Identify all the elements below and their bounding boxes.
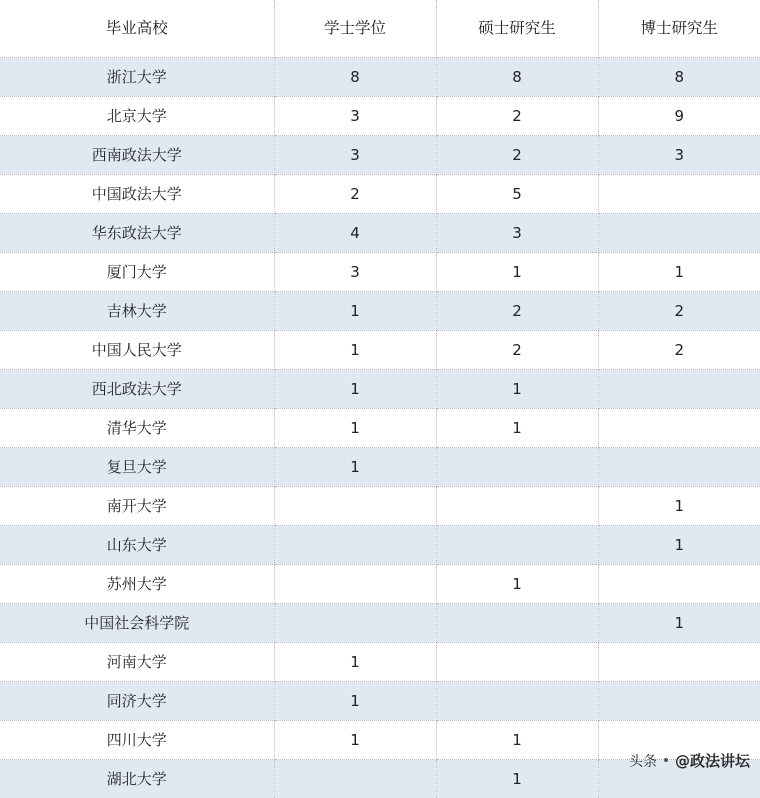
table-row xyxy=(0,526,760,565)
table-row xyxy=(0,292,760,331)
table-row xyxy=(0,214,760,253)
column-header-doctor: 博士研究生 xyxy=(598,0,760,58)
cell-master xyxy=(436,643,598,682)
cell-master xyxy=(436,448,598,487)
table-row xyxy=(0,58,760,97)
cell-bachelor: 3 xyxy=(274,136,436,175)
cell-doctor xyxy=(598,370,760,409)
table-row xyxy=(0,97,760,136)
cell-school: 苏州大学 xyxy=(0,565,274,604)
cell-doctor xyxy=(598,448,760,487)
cell-master: 1 xyxy=(436,409,598,448)
cell-bachelor: 1 xyxy=(274,370,436,409)
cell-bachelor: 2 xyxy=(274,175,436,214)
cell-bachelor: 1 xyxy=(274,721,436,760)
cell-master: 1 xyxy=(436,370,598,409)
cell-school: 厦门大学 xyxy=(0,253,274,292)
cell-doctor xyxy=(598,214,760,253)
cell-school: 中国社会科学院 xyxy=(0,604,274,643)
table-row xyxy=(0,487,760,526)
cell-master: 1 xyxy=(436,253,598,292)
cell-school: 四川大学 xyxy=(0,721,274,760)
cell-doctor xyxy=(598,175,760,214)
cell-bachelor xyxy=(274,487,436,526)
cell-doctor: 3 xyxy=(598,136,760,175)
table-row xyxy=(0,604,760,643)
cell-school: 湖北大学 xyxy=(0,760,274,798)
cell-school: 吉林大学 xyxy=(0,292,274,331)
table-header xyxy=(0,0,760,58)
cell-bachelor: 1 xyxy=(274,331,436,370)
table-row xyxy=(0,565,760,604)
table-row xyxy=(0,370,760,409)
cell-school: 南开大学 xyxy=(0,487,274,526)
cell-master: 8 xyxy=(436,58,598,97)
cell-doctor: 8 xyxy=(598,58,760,97)
cell-school: 华东政法大学 xyxy=(0,214,274,253)
cell-bachelor: 1 xyxy=(274,682,436,721)
cell-school: 西北政法大学 xyxy=(0,370,274,409)
cell-school: 中国政法大学 xyxy=(0,175,274,214)
cell-bachelor: 8 xyxy=(274,58,436,97)
table-row xyxy=(0,448,760,487)
toutiao-logo-icon: 头条 xyxy=(629,751,657,771)
cell-doctor xyxy=(598,682,760,721)
cell-bachelor: 1 xyxy=(274,448,436,487)
cell-doctor: 9 xyxy=(598,97,760,136)
table-body xyxy=(0,58,760,798)
cell-doctor xyxy=(598,643,760,682)
cell-school: 河南大学 xyxy=(0,643,274,682)
cell-school: 清华大学 xyxy=(0,409,274,448)
column-header-bachelor: 学士学位 xyxy=(274,0,436,58)
watermark-account-name: @政法讲坛 xyxy=(675,750,750,771)
table-row xyxy=(0,682,760,721)
cell-school: 中国人民大学 xyxy=(0,331,274,370)
cell-doctor: 1 xyxy=(598,526,760,565)
cell-bachelor xyxy=(274,760,436,798)
cell-doctor: 2 xyxy=(598,292,760,331)
cell-bachelor: 3 xyxy=(274,97,436,136)
cell-master: 3 xyxy=(436,214,598,253)
cell-doctor: 1 xyxy=(598,487,760,526)
cell-master xyxy=(436,487,598,526)
cell-bachelor xyxy=(274,526,436,565)
cell-school: 北京大学 xyxy=(0,97,274,136)
table-row xyxy=(0,175,760,214)
cell-bachelor xyxy=(274,565,436,604)
cell-bachelor xyxy=(274,604,436,643)
table-row xyxy=(0,643,760,682)
cell-doctor: 1 xyxy=(598,253,760,292)
watermark-separator-dot xyxy=(664,758,668,762)
cell-school: 同济大学 xyxy=(0,682,274,721)
cell-master: 1 xyxy=(436,721,598,760)
cell-school: 浙江大学 xyxy=(0,58,274,97)
cell-school: 西南政法大学 xyxy=(0,136,274,175)
table-row xyxy=(0,409,760,448)
cell-master: 5 xyxy=(436,175,598,214)
cell-doctor: 2 xyxy=(598,331,760,370)
cell-master xyxy=(436,682,598,721)
cell-school: 山东大学 xyxy=(0,526,274,565)
cell-master: 1 xyxy=(436,760,598,798)
cell-master: 1 xyxy=(436,565,598,604)
cell-master: 2 xyxy=(436,136,598,175)
column-header-master: 硕士研究生 xyxy=(436,0,598,58)
cell-doctor xyxy=(598,565,760,604)
cell-bachelor: 3 xyxy=(274,253,436,292)
cell-master: 2 xyxy=(436,331,598,370)
table-header-row xyxy=(0,0,760,58)
cell-bachelor: 1 xyxy=(274,292,436,331)
cell-master xyxy=(436,526,598,565)
watermark xyxy=(629,750,750,771)
cell-doctor: 1 xyxy=(598,604,760,643)
cell-master xyxy=(436,604,598,643)
table-row xyxy=(0,253,760,292)
cell-master: 2 xyxy=(436,97,598,136)
cell-bachelor: 1 xyxy=(274,409,436,448)
cell-master: 2 xyxy=(436,292,598,331)
cell-bachelor: 4 xyxy=(274,214,436,253)
table-row xyxy=(0,331,760,370)
column-header-school: 毕业高校 xyxy=(0,0,274,58)
table-row xyxy=(0,136,760,175)
cell-bachelor: 1 xyxy=(274,643,436,682)
cell-doctor xyxy=(598,409,760,448)
cell-school: 复旦大学 xyxy=(0,448,274,487)
